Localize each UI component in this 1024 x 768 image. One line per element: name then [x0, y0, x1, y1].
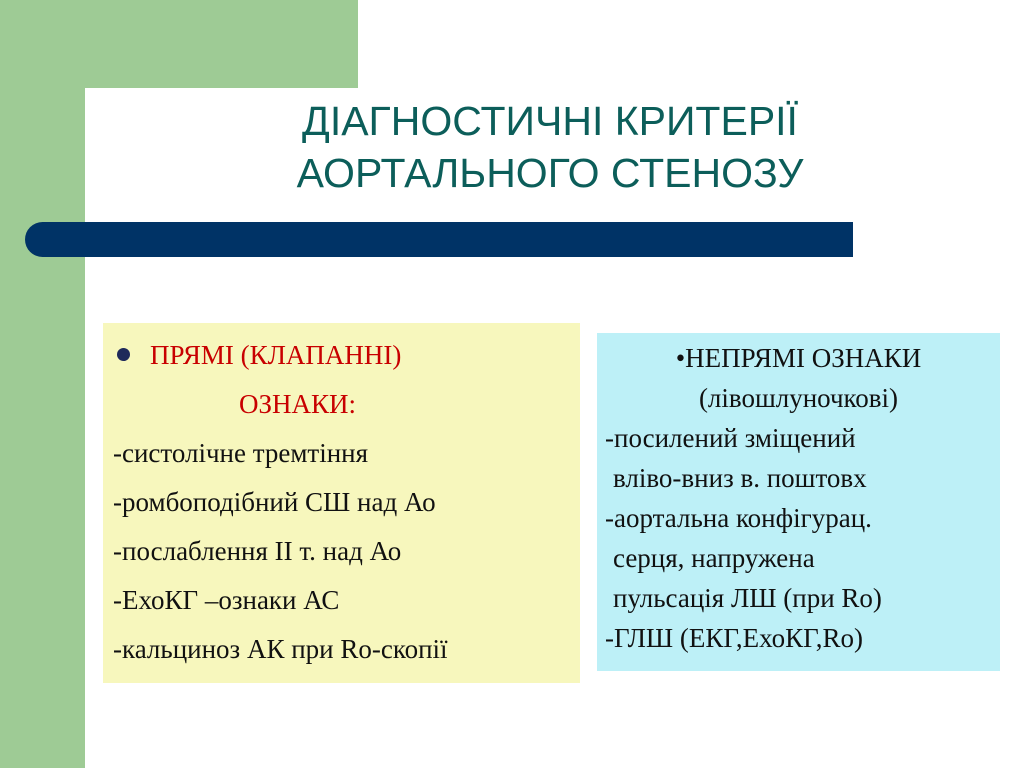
slide-title-line-2: АОРТАЛЬНОГО СТЕНОЗУ — [296, 150, 804, 196]
indirect-sign-line: -посилений зміщений — [605, 423, 856, 453]
indirect-sign-line: серця, напружена — [613, 543, 815, 573]
indirect-sign-line: вліво-вниз в. поштовх — [613, 463, 867, 493]
direct-signs-heading-line-2: ОЗНАКИ: — [239, 389, 357, 419]
direct-sign-item: -систолічне тремтіння — [113, 438, 369, 468]
direct-signs-heading-line-1: ПРЯМІ (КЛАПАННІ) — [150, 340, 402, 370]
indirect-signs-heading-line-2: (лівошлуночкові) — [698, 383, 899, 413]
green-left-stripe — [0, 0, 85, 768]
bullet-dot-icon — [117, 348, 130, 361]
direct-sign-item: -ЕхоКГ –ознаки АС — [113, 585, 340, 615]
slide-title — [190, 95, 910, 199]
direct-signs-box — [103, 323, 580, 683]
indirect-signs-box — [597, 333, 1000, 671]
indirect-signs-heading-line-1: •НЕПРЯМІ ОЗНАКИ — [675, 343, 922, 373]
indirect-sign-line: -ГЛШ (ЕКГ,ЕхоКГ,Ro) — [605, 623, 863, 653]
indirect-sign-line: -аортальна конфігурац. — [605, 503, 872, 533]
direct-sign-item: -послаблення ІІ т. над Ао — [113, 536, 402, 566]
indirect-sign-line: пульсація ЛШ (при Ro) — [613, 583, 882, 613]
title-underline-bar — [25, 222, 853, 257]
direct-sign-item: -кальциноз АК при Ro-скопії — [113, 634, 448, 664]
direct-sign-item: -ромбоподібний СШ над Ао — [113, 487, 436, 517]
direct-signs-heading — [113, 331, 580, 380]
slide-title-line-1: ДІАГНОСТИЧНІ КРИТЕРІЇ — [302, 98, 798, 144]
